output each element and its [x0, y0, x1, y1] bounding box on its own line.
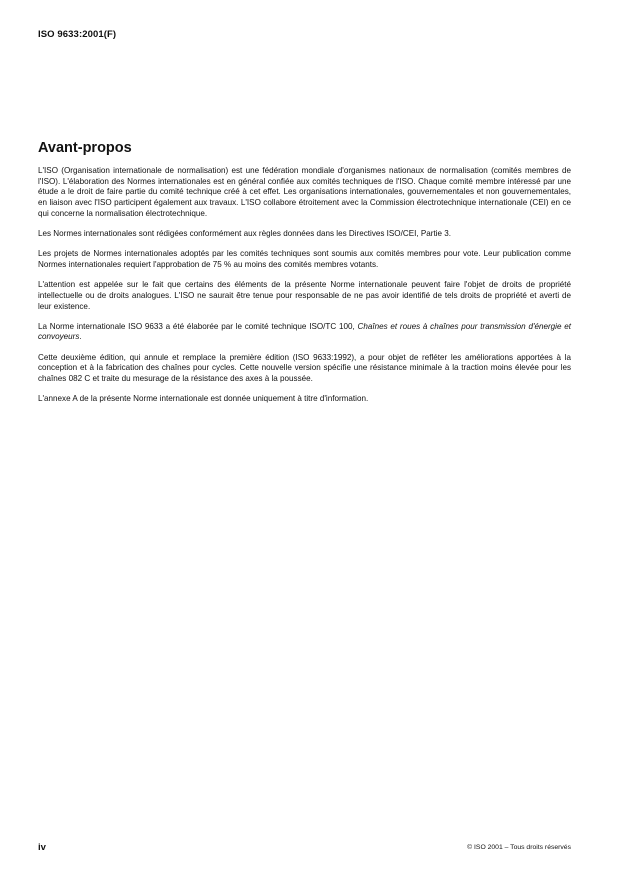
committee-text: La Norme internationale ISO 9633 a été élaborée par le comité technique ISO/TC 100, [38, 321, 358, 331]
paragraph-iso-intro: L'ISO (Organisation internationale de normalisation) est une fédération mondiale d'organismes nationaux de normalisation (comités membres de l'ISO). L'élaboration des Normes internationales est en général confiée aux comités techniques de l'ISO. Chaque comité membre intéressé par une étude a le droit de faire partie du comité technique créé à cet effet. Les organisations internationales, gouvernementales et non gouvernementales, en liaison avec l'ISO participent également aux travaux. L'ISO collabore étroitement avec la Commission électrotechnique internationale (CEI) en ce qui concerne la normalisation électrotechnique. [38, 166, 571, 218]
paragraph-patent-rights: L'attention est appelée sur le fait que certains des éléments de la présente Norme internationale peuvent faire l'objet de droits de propriété intellectuelle ou de droits analogues. L'ISO ne saurait être tenue pour responsable de ne pas avoir identifié de tels droits de propriété et averti de leur existence. [38, 280, 571, 311]
foreword-body [38, 166, 571, 414]
paragraph-voting: Les projets de Normes internationales adoptés par les comités techniques sont soumis aux comités membres pour vote. Leur publication comme Normes internationales requiert l'approbation de 75 % au moins des comités membres votants. [38, 249, 571, 269]
committee-text-end: . [79, 332, 82, 342]
copyright-notice: © ISO 2001 – Tous droits réservés [467, 844, 571, 851]
paragraph-committee [38, 322, 571, 343]
paragraph-second-edition: Cette deuxième édition, qui annule et remplace la première édition (ISO 9633:1992), a pour objet de refléter les améliorations apportées à la conception et à la fabrication des chaînes pour cycles. Cette nouvelle version spécifie une résistance minimale à la traction moins élevée pour les chaînes 082 C et traite du mesurage de la résistance des axes à la poussée. [38, 352, 571, 384]
page-title: Avant-propos [38, 140, 132, 156]
committee-title-italic: Chaînes et roues à chaînes pour transmission d'énergie et convoyeurs [38, 321, 571, 342]
document-header-id: ISO 9633:2001(F) [38, 29, 117, 40]
paragraph-annex: L'annexe A de la présente Norme internationale est donnée uniquement à titre d'information. [38, 394, 369, 404]
page-number: iv [38, 842, 46, 853]
paragraph-directives: Les Normes internationales sont rédigées conformément aux règles données dans les Directives ISO/CEI, Partie 3. [38, 229, 451, 239]
